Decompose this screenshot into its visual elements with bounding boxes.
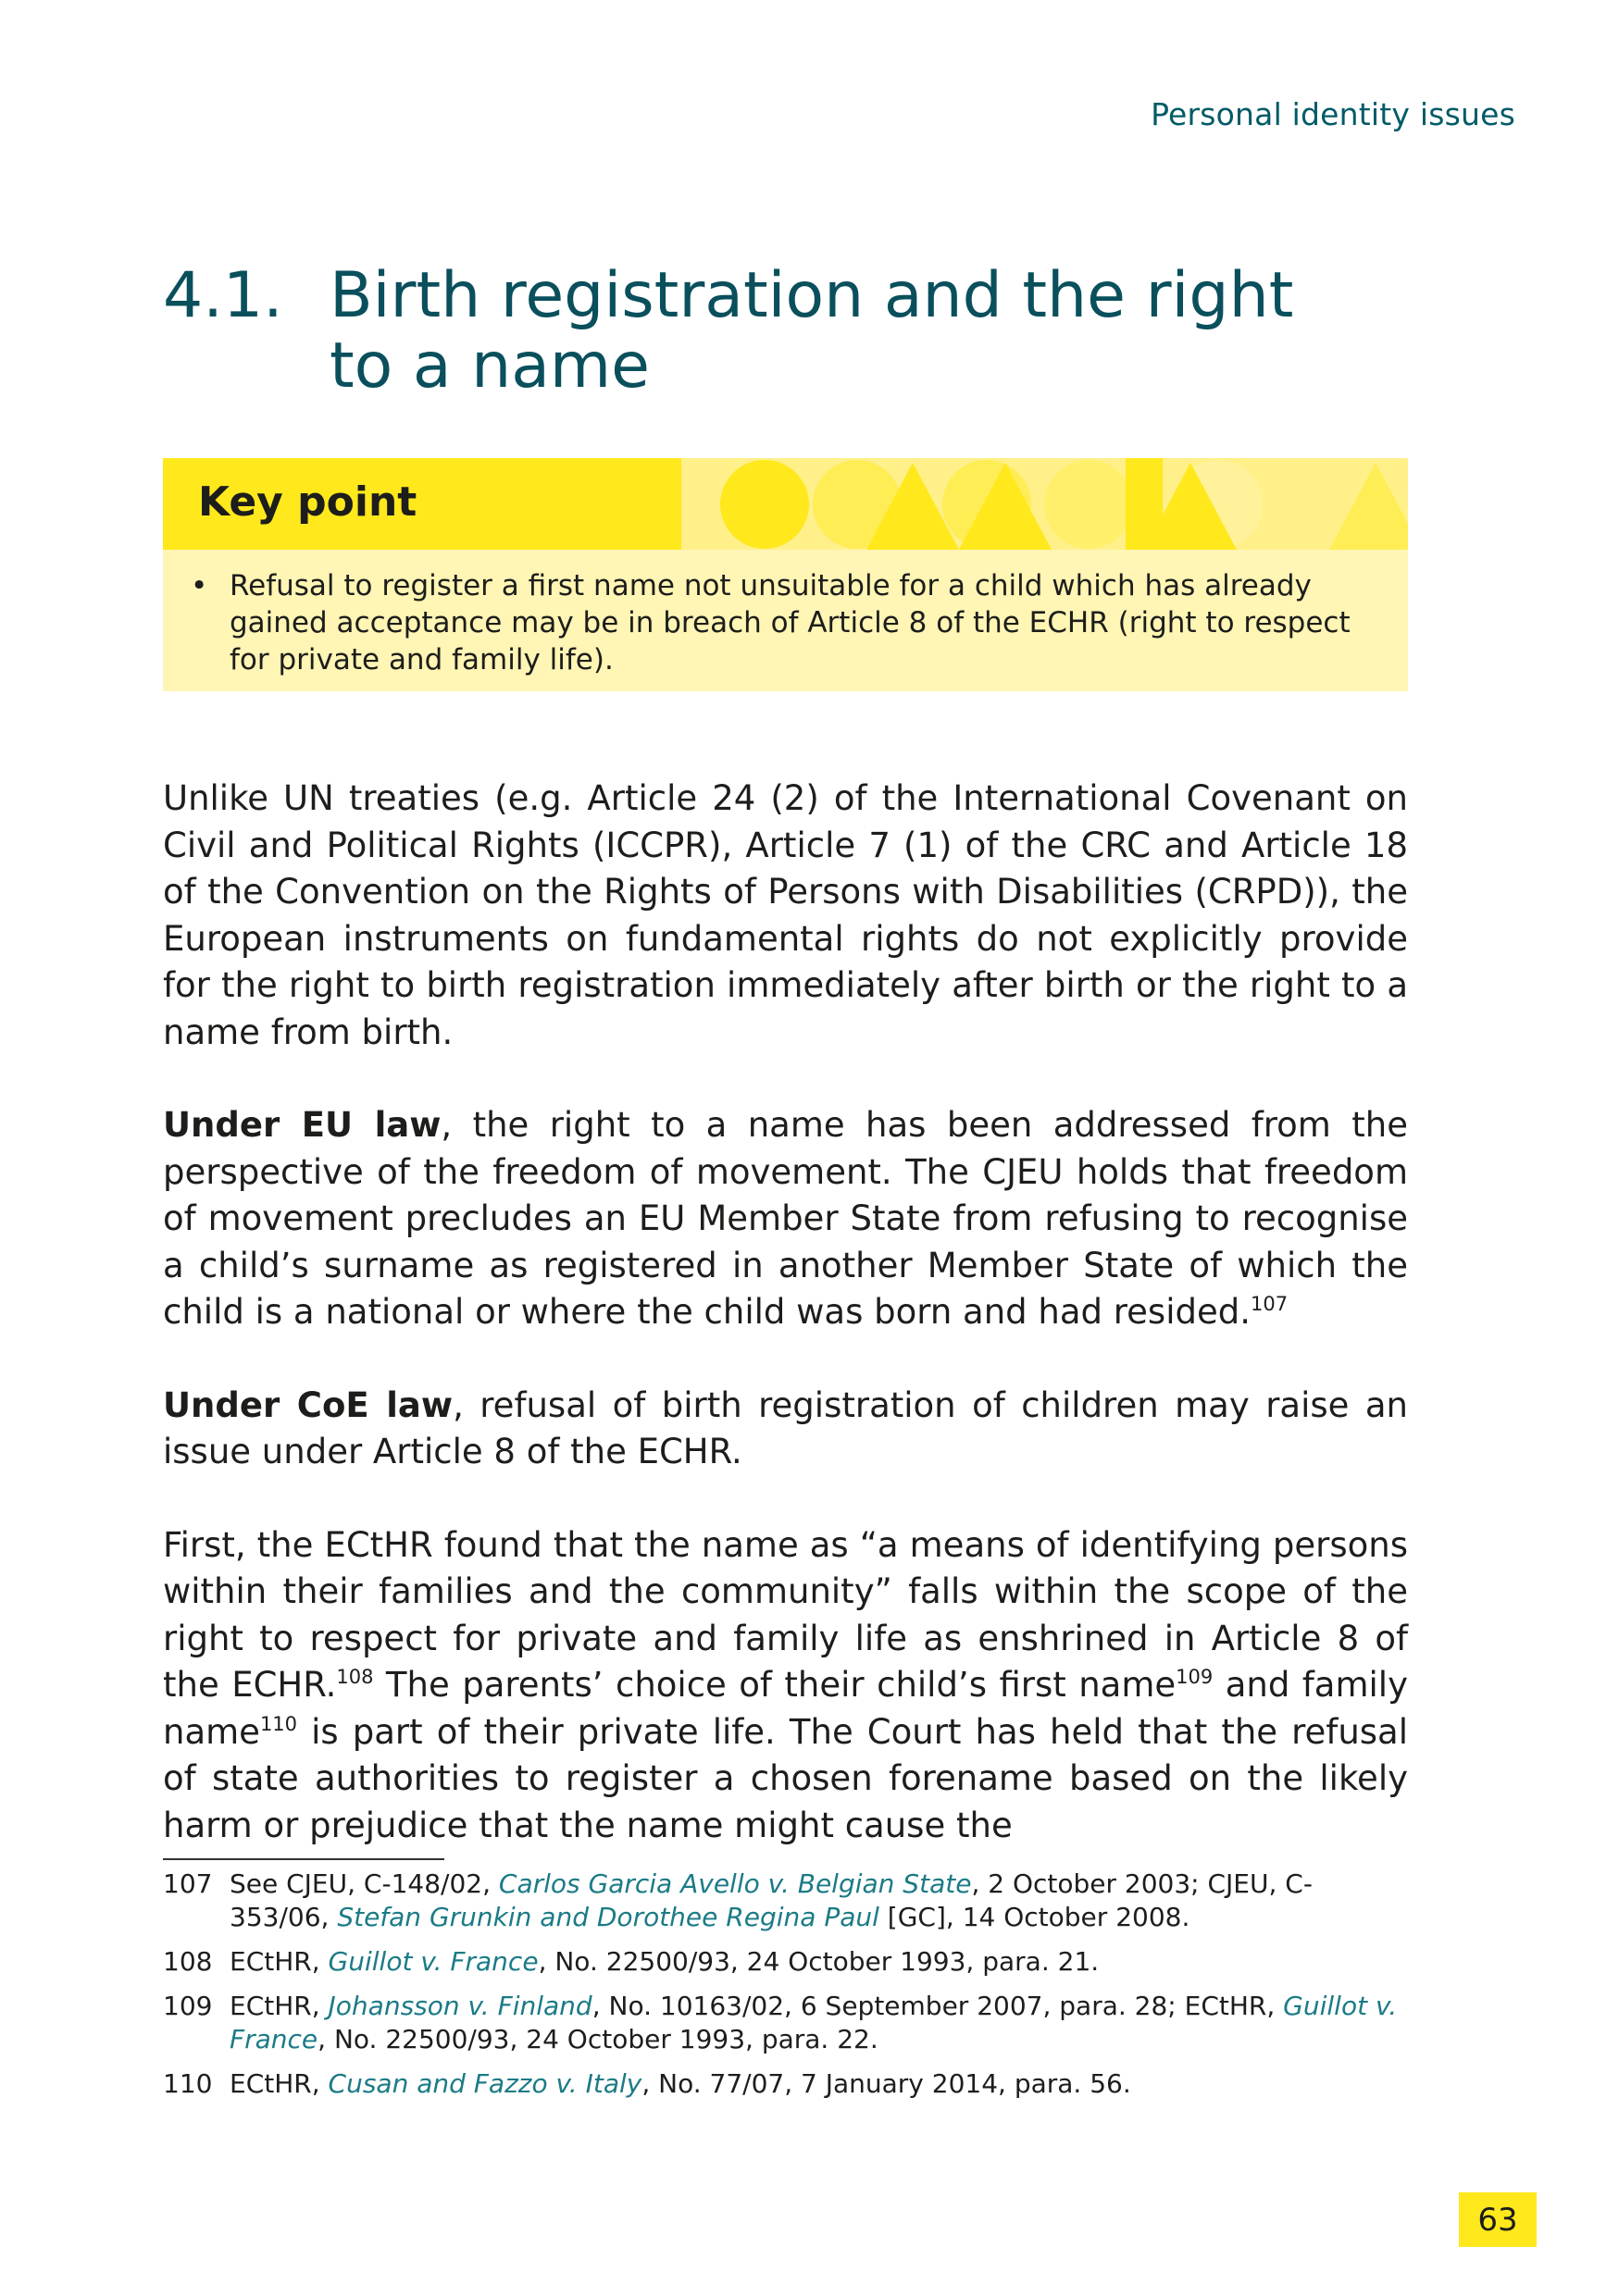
footnote-number: 110 — [163, 2068, 213, 2099]
paragraph-text: First, the ECtHR found that the name as “a means of identifying persons within their families and the community” falls within the scope of the right to respect for private and family life as enshrined in Article 8 of the ECHR. — [163, 1524, 1408, 1705]
paragraph-text: and family name — [163, 1665, 1408, 1752]
footnote-text: ECtHR, — [230, 1946, 329, 1977]
running-header: Personal identity issues — [1151, 96, 1515, 132]
footnote-108 — [163, 1945, 1408, 1979]
paragraph-text: , refusal of birth registration of children may raise an issue under Article 8 of the ECHR. — [163, 1384, 1408, 1471]
paragraph — [163, 1383, 1408, 1476]
bullet-icon: • — [191, 569, 208, 602]
footnote-text: , No. 22500/93, 24 October 1993, para. 22. — [318, 2024, 878, 2054]
footnote-text: See CJEU, C-148/02, — [230, 1868, 499, 1899]
paragraph — [163, 776, 1408, 1056]
body-text — [163, 776, 1408, 1895]
paragraph-text: is part of their private life. The Court has held that the refusal of state authorities to register a chosen forename based on the likely harm or prejudice that the name might cause the — [163, 1711, 1408, 1845]
footnote-text: , No. 22500/93, 24 October 1993, para. 21. — [538, 1946, 1100, 1977]
footnote-107 — [163, 1868, 1408, 1934]
case-link[interactable]: Cusan and Fazzo v. Italy — [328, 2068, 642, 2099]
case-link[interactable]: Carlos Garcia Avello v. Belgian State — [498, 1868, 972, 1899]
key-point-item — [191, 567, 1385, 678]
footnote-number: 109 — [163, 1991, 213, 2021]
footnote-text: , No. 77/07, 7 January 2014, para. 56. — [641, 2068, 1131, 2099]
paragraph-text: Unlike UN treaties (e.g. Article 24 (2) of the International Covenant on Civil and Political Rights (ICCPR), Article 7 (1) of the CRC and Article 18 of the Convention on the Rights of Persons with Disabilities (CRPD)), the European instruments on fundamental rights do not explicitly provide for the right to birth registration immediately after birth or the right to a name from birth. — [163, 778, 1408, 1052]
footnote-divider — [163, 1858, 444, 1860]
footnote-text: ECtHR, — [230, 2068, 329, 2099]
case-link[interactable]: Guillot v. France — [230, 1991, 1398, 2054]
key-point-box — [163, 458, 1408, 691]
case-link[interactable]: Guillot v. France — [328, 1946, 539, 1977]
paragraph-text: The parents’ choice of their child’s first name — [373, 1665, 1177, 1705]
paragraph — [163, 1522, 1408, 1850]
key-point-header-band — [163, 458, 1408, 550]
section-number: 4.1. — [163, 259, 283, 332]
key-point-title: Key point — [198, 478, 417, 526]
footnote-text: , No. 10163/02, 6 September 2007, para. 28; ECtHR, — [592, 1991, 1284, 2021]
bold-lead: Under EU law — [163, 1105, 442, 1145]
footnote-ref[interactable]: 109 — [1176, 1666, 1214, 1688]
bold-lead: Under CoE law — [163, 1384, 454, 1425]
key-point-item-text: Refusal to register a first name not unsuitable for a child which has already gained acceptance may be in breach of Article 8 of the ECHR (right to respect for private and family life). — [230, 569, 1351, 676]
section-title: Birth registration and the right to a name — [330, 259, 1294, 403]
footnote-text: [GC], 14 October 2008. — [878, 1902, 1190, 1932]
decorative-shapes-icon — [681, 458, 1408, 550]
page-number: 63 — [1459, 2192, 1537, 2247]
footnote-ref[interactable]: 107 — [1251, 1293, 1289, 1315]
paragraph — [163, 1102, 1408, 1336]
case-link[interactable]: Johansson v. Finland — [328, 1991, 592, 2021]
footnotes — [163, 1868, 1408, 2112]
footnote-number: 108 — [163, 1946, 213, 1977]
footnote-text: ECtHR, — [230, 1991, 329, 2021]
footnote-text: , 2 October 2003; CJEU, C-353/06, — [230, 1868, 1313, 1932]
footnote-number: 107 — [163, 1868, 213, 1899]
case-link[interactable]: Stefan Grunkin and Dorothee Regina Paul — [337, 1902, 879, 1932]
key-point-list — [191, 567, 1385, 678]
footnote-ref[interactable]: 110 — [259, 1712, 298, 1735]
paragraph-text: , the right to a name has been addressed from the perspective of the freedom of movement. The CJEU holds that freedom of movement precludes an EU Member State from refusing to recognise a child’s surname as registered in another Member State of which the child is a national or where the child was born and had resided. — [163, 1105, 1408, 1332]
footnote-ref[interactable]: 108 — [336, 1666, 374, 1688]
footnote-109 — [163, 1990, 1408, 2056]
footnote-110 — [163, 2067, 1408, 2101]
